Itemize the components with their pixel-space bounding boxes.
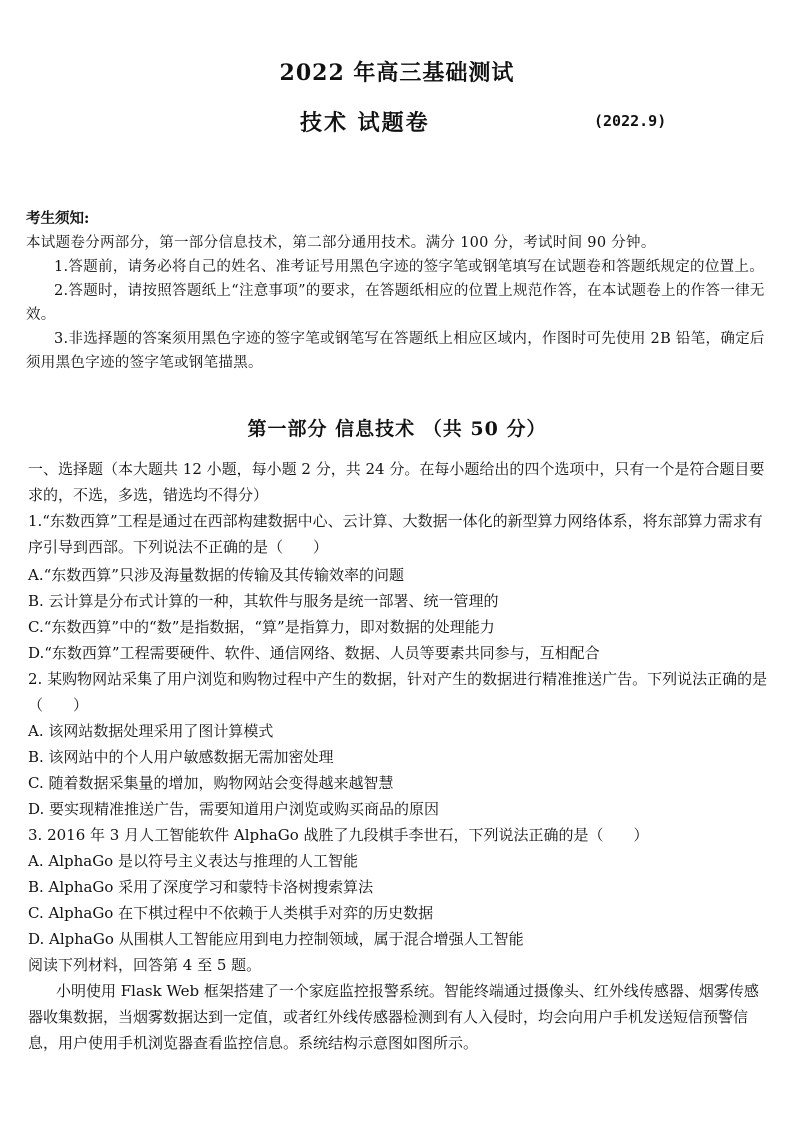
option-d: D.“东数西算”工程需要硬件、软件、通信网络、数据、人员等要素共同参与，互相配合 xyxy=(28,644,600,662)
exam-subtitle: 技术 试题卷 xyxy=(300,110,430,136)
option-a: A. 该网站数据处理采用了图计算模式 xyxy=(28,722,274,740)
question-3 xyxy=(28,822,772,952)
notice-heading: 考生须知: xyxy=(26,210,90,227)
option-c: C.“东数西算”中的“数”是指数据，“算”是指算力，即对数据的处理能力 xyxy=(28,618,495,636)
option-b: B. AlphaGo 采用了深度学习和蒙特卡洛树搜索算法 xyxy=(28,878,374,896)
reading-material: 小明使用 Flask Web 框架搭建了一个家庭监控报警系统。智能终端通过摄像头、红外线传感器、烟雾传感器收集数据，当烟雾数据达到一定值，或者红外线传感器检测到有人入侵时，均会向用户手机发送短信预警信息，用户使用手机浏览器查看监控信息。系统结构示意图如图所示。 xyxy=(28,982,759,1052)
notice-item-3: 3.非选择题的答案须用黑色字迹的签字笔或钢笔写在答题纸上相应区域内，作图时可先使用 2B 铅笔，确定后须用黑色字迹的签字笔或钢笔描黑。 xyxy=(26,331,765,371)
question-stem: 2. 某购物网站采集了用户浏览和购物过程中产生的数据，针对产生的数据进行精准推送广告。下列说法正确的是（ ） xyxy=(28,670,768,714)
option-a: A.“东数西算”只涉及海量数据的传输及其传输效率的问题 xyxy=(28,566,404,584)
subtitle-row xyxy=(0,106,794,138)
choice-intro: 一、选择题（本大题共 12 小题，每小题 2 分，共 24 分。在每小题给出的四个选项中，只有一个是符合题目要求的，不选，多选，错选均不得分） xyxy=(28,460,765,504)
notice-item-2: 2.答题时，请按照答题纸上“注意事项”的要求，在答题纸相应的位置上规范作答，在本试题卷上的作答一律无效。 xyxy=(26,283,765,323)
option-b: B. 云计算是分布式计算的一种，其软件与服务是统一部署、统一管理的 xyxy=(28,592,499,610)
exam-title: 2022 年高三基础测试 xyxy=(279,60,515,86)
option-a: A. AlphaGo 是以符号主义表达与推理的人工智能 xyxy=(28,852,358,870)
candidate-notice xyxy=(26,207,774,375)
reading-intro: 阅读下列材料，回答第 4 至 5 题。 xyxy=(28,956,262,974)
option-d: D. AlphaGo 从围棋人工智能应用到电力控制领域，属于混合增强人工智能 xyxy=(28,930,524,948)
option-d: D. 要实现精准推送广告，需要知道用户浏览或购买商品的原因 xyxy=(28,800,440,818)
exam-date: (2022.9) xyxy=(594,112,667,130)
notice-intro: 本试题卷分两部分，第一部分信息技术，第二部分通用技术。满分 100 分，考试时间 90 分钟。 xyxy=(26,235,656,251)
exam-body xyxy=(28,456,772,1056)
notice-item-1: 1.答题前，请务必将自己的姓名、准考证号用黑色字迹的签字笔或钢笔填写在试题卷和答题纸规定的位置上。 xyxy=(54,259,765,275)
section-title: 第一部分 信息技术 （共 50 分） xyxy=(247,418,547,440)
question-1 xyxy=(28,508,772,666)
question-2 xyxy=(28,666,772,822)
question-stem: 3. 2016 年 3 月人工智能软件 AlphaGo 战胜了九段棋手李世石，下列说法正确的是（ ） xyxy=(28,826,649,844)
option-b: B. 该网站中的个人用户敏感数据无需加密处理 xyxy=(28,748,334,766)
question-stem: 1.“东数西算”工程是通过在西部构建数据中心、云计算、大数据一体化的新型算力网络体系，将东部算力需求有序引导到西部。下列说法不正确的是（ ） xyxy=(28,512,763,556)
option-c: C. 随着数据采集量的增加，购物网站会变得越来越智慧 xyxy=(28,774,394,792)
option-c: C. AlphaGo 在下棋过程中不依赖于人类棋手对弈的历史数据 xyxy=(28,904,434,922)
